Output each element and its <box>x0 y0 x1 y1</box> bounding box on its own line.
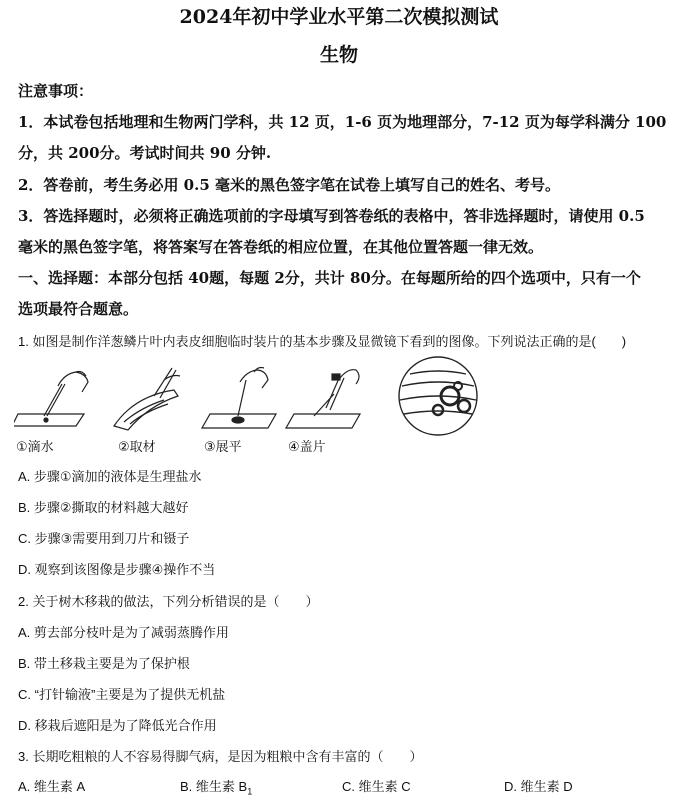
notice-item-3a: 3．答选择题时，必须将正确选项前的字母填写到答卷纸的表格中，答非选择题时，请使用 0.5 <box>18 207 645 225</box>
question-1-stem: 1. 如图是制作洋葱鳞片叶内表皮细胞临时装片的基本步骤及显微镜下看到的图像。下列说法正确的是( ) <box>18 334 627 349</box>
caption-step-2: ②取材 <box>118 439 156 454</box>
slide-steps-illustration <box>14 356 674 456</box>
q2-option-c: C. “打针输液”主要是为了提供无机盐 <box>18 687 226 702</box>
microscope-view-icon <box>399 357 477 435</box>
notice-item-1b: 分，共 200分。考试时间共 90 分钟. <box>18 144 272 162</box>
step3-spread-icon <box>202 368 276 429</box>
q1-option-b: B. 步骤②撕取的材料越大越好 <box>18 500 189 515</box>
notice-item-3b: 毫米的黑色签字笔，将答案写在答卷纸的相应位置，在其他位置答题一律无效。 <box>18 238 544 256</box>
q1-option-a: A. 步骤①滴加的液体是生理盐水 <box>18 469 202 484</box>
q3-option-c: C. 维生素 C <box>342 779 411 794</box>
section-heading-1: 一、选择题：本部分包括 40题，每题 2分，共计 80分。在每题所给的四个选项中，只有一个 <box>18 269 641 287</box>
step4-cover-icon <box>286 370 360 428</box>
q2-option-d: D. 移栽后遮阳是为了降低光合作用 <box>18 718 217 733</box>
q3-option-a: A. 维生素 A <box>18 779 86 794</box>
question-1-figure <box>14 356 674 456</box>
section-heading-2: 选项最符合题意。 <box>18 300 139 318</box>
q2-option-a: A. 剪去部分枝叶是为了减弱蒸腾作用 <box>18 625 229 640</box>
q2-option-b: B. 带土移栽主要是为了保护根 <box>18 656 190 671</box>
caption-step-1: ①滴水 <box>16 439 54 454</box>
step1-drip-icon <box>14 372 88 427</box>
main-title: 2024年初中学业水平第二次模拟测试 <box>179 6 499 28</box>
q3-option-b-text: B. 维生素 B <box>180 779 248 794</box>
notice-heading: 注意事项： <box>18 82 94 100</box>
q3-option-b-subscript: 1 <box>247 786 253 797</box>
caption-step-3: ③展平 <box>204 439 242 454</box>
question-3-stem: 3. 长期吃粗粮的人不容易得脚气病，是因为粗粮中含有丰富的（ ） <box>18 749 423 764</box>
q3-option-d: D. 维生素 D <box>504 779 573 794</box>
notice-item-1a: 1．本试卷包括地理和生物两门学科，共 12 页，1-6 页为地理部分，7-12 页为每学科满分 100 <box>18 113 667 131</box>
question-2-stem: 2. 关于树木移栽的做法，下列分析错误的是（ ） <box>18 594 319 609</box>
caption-step-4: ④盖片 <box>288 439 326 454</box>
step2-peel-icon <box>114 368 180 430</box>
q1-option-c: C. 步骤③需要用到刀片和镊子 <box>18 531 190 546</box>
q1-option-d: D. 观察到该图像是步骤④操作不当 <box>18 562 216 577</box>
subject-title: 生物 <box>319 44 358 66</box>
notice-item-2: 2．答卷前，考生务必用 0.5 毫米的黑色签字笔在试卷上填写自己的姓名、考号。 <box>18 176 560 194</box>
